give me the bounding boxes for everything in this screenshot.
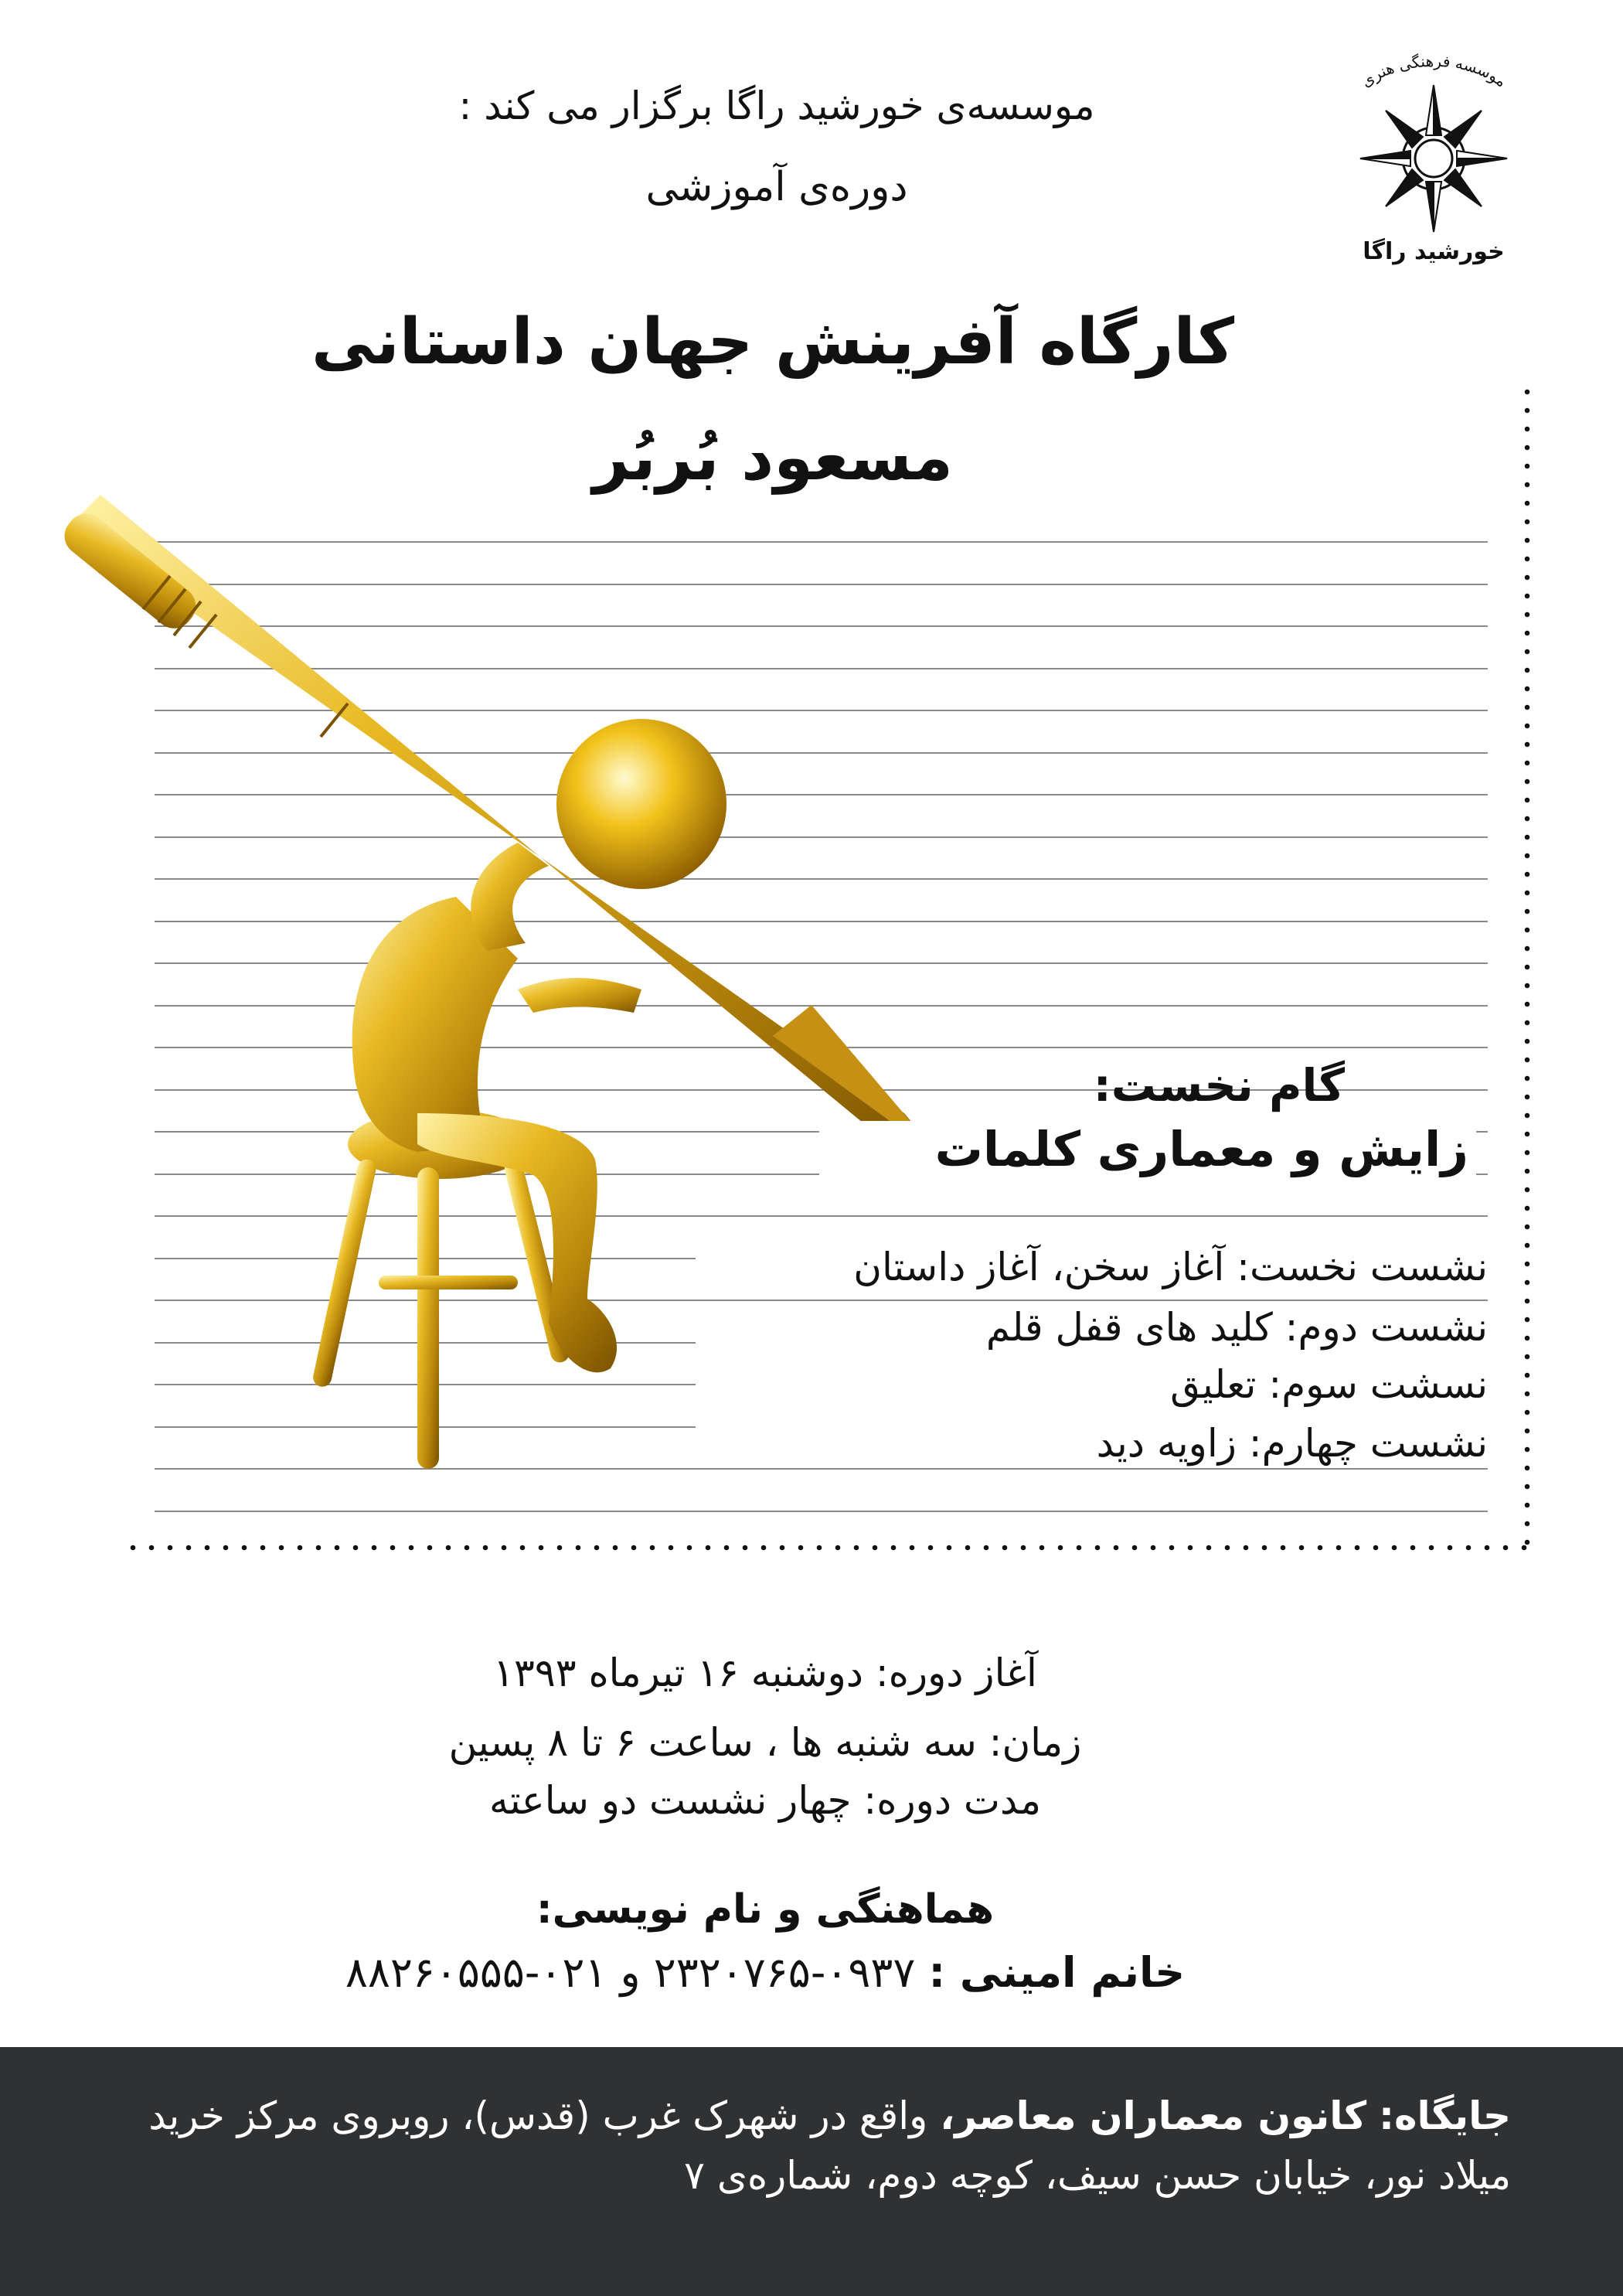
session-item: نشست چهارم: زاویه دید (696, 1421, 1488, 1466)
session-item: نشست دوم: کلید های قفل قلم (696, 1305, 1488, 1350)
venue-name: کانون معماران معاصر، (940, 2093, 1367, 2138)
course-type: دوره‌ی آموزشی (645, 164, 908, 210)
session-item: نسشت سوم: تعلیق (696, 1362, 1488, 1407)
compass-star-icon (1360, 85, 1507, 232)
logo-top-text: موسسه فرهنگی هنری (1357, 51, 1511, 91)
venue-label: جایگاه: (1379, 2093, 1511, 2138)
session-item: نشست نخست: آغاز سخن، آغاز داستان (696, 1245, 1488, 1289)
dotted-border-right (1524, 383, 1530, 1554)
dotted-border-bottom (124, 1545, 1530, 1551)
footer-address-line1 (73, 2093, 1511, 2138)
contact-phones[interactable]: ۰۹۳۷-۲۳۲۰۷۶۵ و ۰۲۱-۸۸۲۶۰۵۵۵ (345, 1948, 916, 1997)
organizer-line: موسسه‌ی خورشید راگا برگزار می کند : (458, 83, 1095, 128)
ruled-line (155, 1511, 1488, 1512)
contact-name: خانم امینی : (928, 1948, 1186, 1997)
registration-heading: هماهنگی و نام نویسی: (536, 1886, 995, 1933)
address-part: واقع در شهرک غرب (قدس)، روبروی مرکز خرید (148, 2093, 928, 2138)
course-time: زمان: سه شنبه ها ، ساعت ۶ تا ۸ پسین (448, 1720, 1082, 1765)
logo (1329, 43, 1538, 282)
course-start: آغاز دوره: دوشنبه ۱۶ تیرماه ۱۳۹۳ (493, 1650, 1037, 1695)
step-label: گام نخست: (1093, 1059, 1345, 1112)
step-title: زایش و معماری کلمات (819, 1121, 1476, 1177)
pencil-icon (56, 495, 943, 1160)
course-duration: مدت دوره: چهار نشست دو ساعته (489, 1778, 1041, 1823)
footer-address-line2: میلاد نور، خیابان حسن سیف، کوچه دوم، شماره‌ی ۷ (684, 2153, 1511, 2198)
instructor-name: مسعود بُربُر (592, 421, 954, 495)
contact-line (232, 1948, 1298, 1997)
logo-bottom-text: خورشید راگا (1363, 238, 1505, 265)
page-title: کارگاه آفرینش جهان داستانی (311, 305, 1235, 379)
